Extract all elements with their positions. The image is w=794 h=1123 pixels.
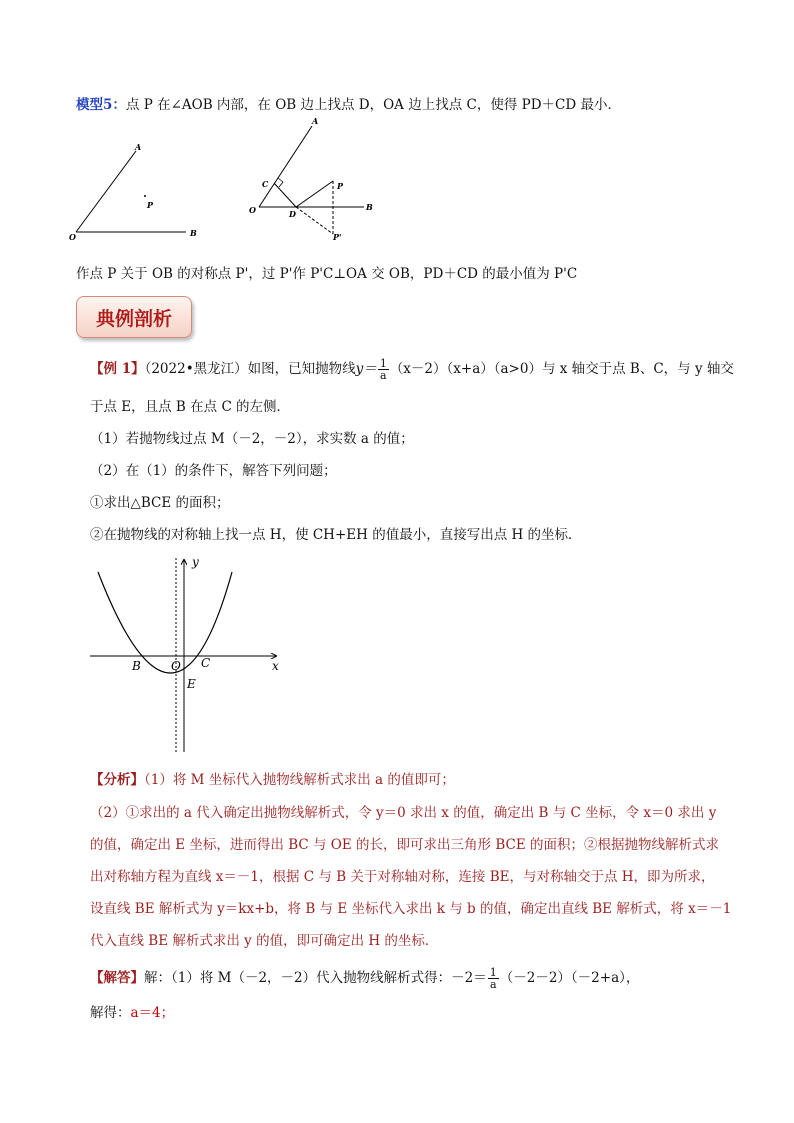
method-text: 作点 P 关于 OB 的对称点 P'，过 P'作 P'C⊥OA 交 OB，PD＋CD 的最小值为 P'C: [76, 266, 578, 282]
answer-result-label: 解得：: [90, 1005, 131, 1021]
label-B2: B: [366, 202, 373, 212]
answer-frac-num: 1: [489, 966, 497, 979]
example-eq-y: y＝: [355, 361, 377, 377]
axis-label-x: x: [272, 659, 279, 673]
analysis-line-1: [90, 771, 455, 789]
example-q2: （2）在（1）的条件下，解答下列问题；: [90, 463, 337, 479]
answer-pre: 解：（1）将 M（－2，－2）代入抛物线解析式得：－2＝: [144, 970, 487, 986]
analysis-line-6: 代入直线 BE 解析式求出 y 的值，即可确定出 H 的坐标．: [90, 933, 439, 949]
label-O2: O: [249, 205, 256, 215]
label-A2: A: [312, 116, 319, 126]
example-source: （2022•黑龙江）如图，已知抛物线: [144, 361, 356, 377]
answer-tag: 【解答】: [90, 970, 144, 986]
example-q2-2: ②在抛物线的对称轴上找一点 H，使 CH+EH 的值最小，直接写出点 H 的坐标．: [90, 527, 582, 543]
label-A: A: [135, 142, 142, 152]
label-C2: C: [262, 179, 269, 189]
model5-label: 模型5：: [76, 97, 126, 113]
section-heading-box: [76, 296, 192, 338]
analysis-line-5: 设直线 BE 解析式为 y＝kx+b，将 B 与 E 坐标代入求出 k 与 b 的值，确定出直线 BE 解析式，将 x＝－1: [90, 901, 732, 917]
analysis-line-4: 出对称轴方程为直线 x＝－1，根据 C 与 B 关于对称轴对称，连接 BE，与对称轴交于点 H，即为所求，: [90, 869, 715, 885]
answer-line-2: [90, 1004, 174, 1022]
example-frac-den: a: [380, 369, 387, 382]
label-O: O: [69, 232, 76, 242]
point-label-B: B: [132, 659, 141, 673]
figure-angle-aob: [60, 138, 210, 248]
label-P: P: [147, 200, 154, 210]
example-eq-rest: （x－2）（x+a）（a>0）与 x 轴交于点 B、C，与 y 轴交: [389, 361, 734, 377]
example-line-1: [90, 358, 734, 381]
label-P2: P: [337, 181, 344, 191]
answer-frac-den: a: [489, 978, 497, 991]
figure-reflection-construction: [240, 112, 390, 242]
example-q2-1: ①求出△BCE 的面积；: [90, 495, 230, 511]
analysis-line-2: （2）①求出的 a 代入确定出抛物线解析式，令 y＝0 求出 x 的值，确定出 B 与 C 坐标，令 x＝0 求出 y: [90, 805, 717, 821]
example-q1: （1）若抛物线过点 M（－2，－2），求实数 a 的值；: [90, 431, 414, 447]
label-P-prime: P': [333, 232, 342, 242]
answer-fraction: [488, 967, 499, 990]
answer-result: a＝4；: [130, 1005, 175, 1021]
point-label-O: O: [171, 659, 181, 673]
answer-line-1: [90, 967, 639, 990]
section-title: 典例剖析: [95, 307, 172, 330]
example-line-2: 于点 E，且点 B 在点 C 的左侧．: [90, 399, 291, 415]
parabola-graph: [88, 554, 288, 754]
model5-text: 点 P 在∠AOB 内部，在 OB 边上找点 D，OA 边上找点 C，使得 PD＋CD 最小．: [125, 97, 621, 113]
answer-post: （－2－2）（－2+a），: [499, 970, 640, 986]
point-label-C: C: [201, 656, 211, 670]
example-fraction: [378, 358, 389, 381]
example-tag: 【例 1】: [90, 361, 145, 377]
point-label-E: E: [187, 677, 196, 691]
analysis-tag: 【分析】: [90, 772, 144, 788]
analysis-l1: （1）将 M 坐标代入抛物线解析式求出 a 的值即可；: [144, 772, 455, 788]
example-frac-num: 1: [379, 357, 387, 370]
label-B: B: [190, 228, 197, 238]
label-D2: D: [289, 209, 296, 219]
analysis-line-3: 的值，确定出 E 坐标，进而得出 BC 与 OE 的长，即可求出三角形 BCE 的面积；②根据抛物线解析式求: [90, 837, 719, 853]
axis-label-y: y: [192, 555, 199, 569]
